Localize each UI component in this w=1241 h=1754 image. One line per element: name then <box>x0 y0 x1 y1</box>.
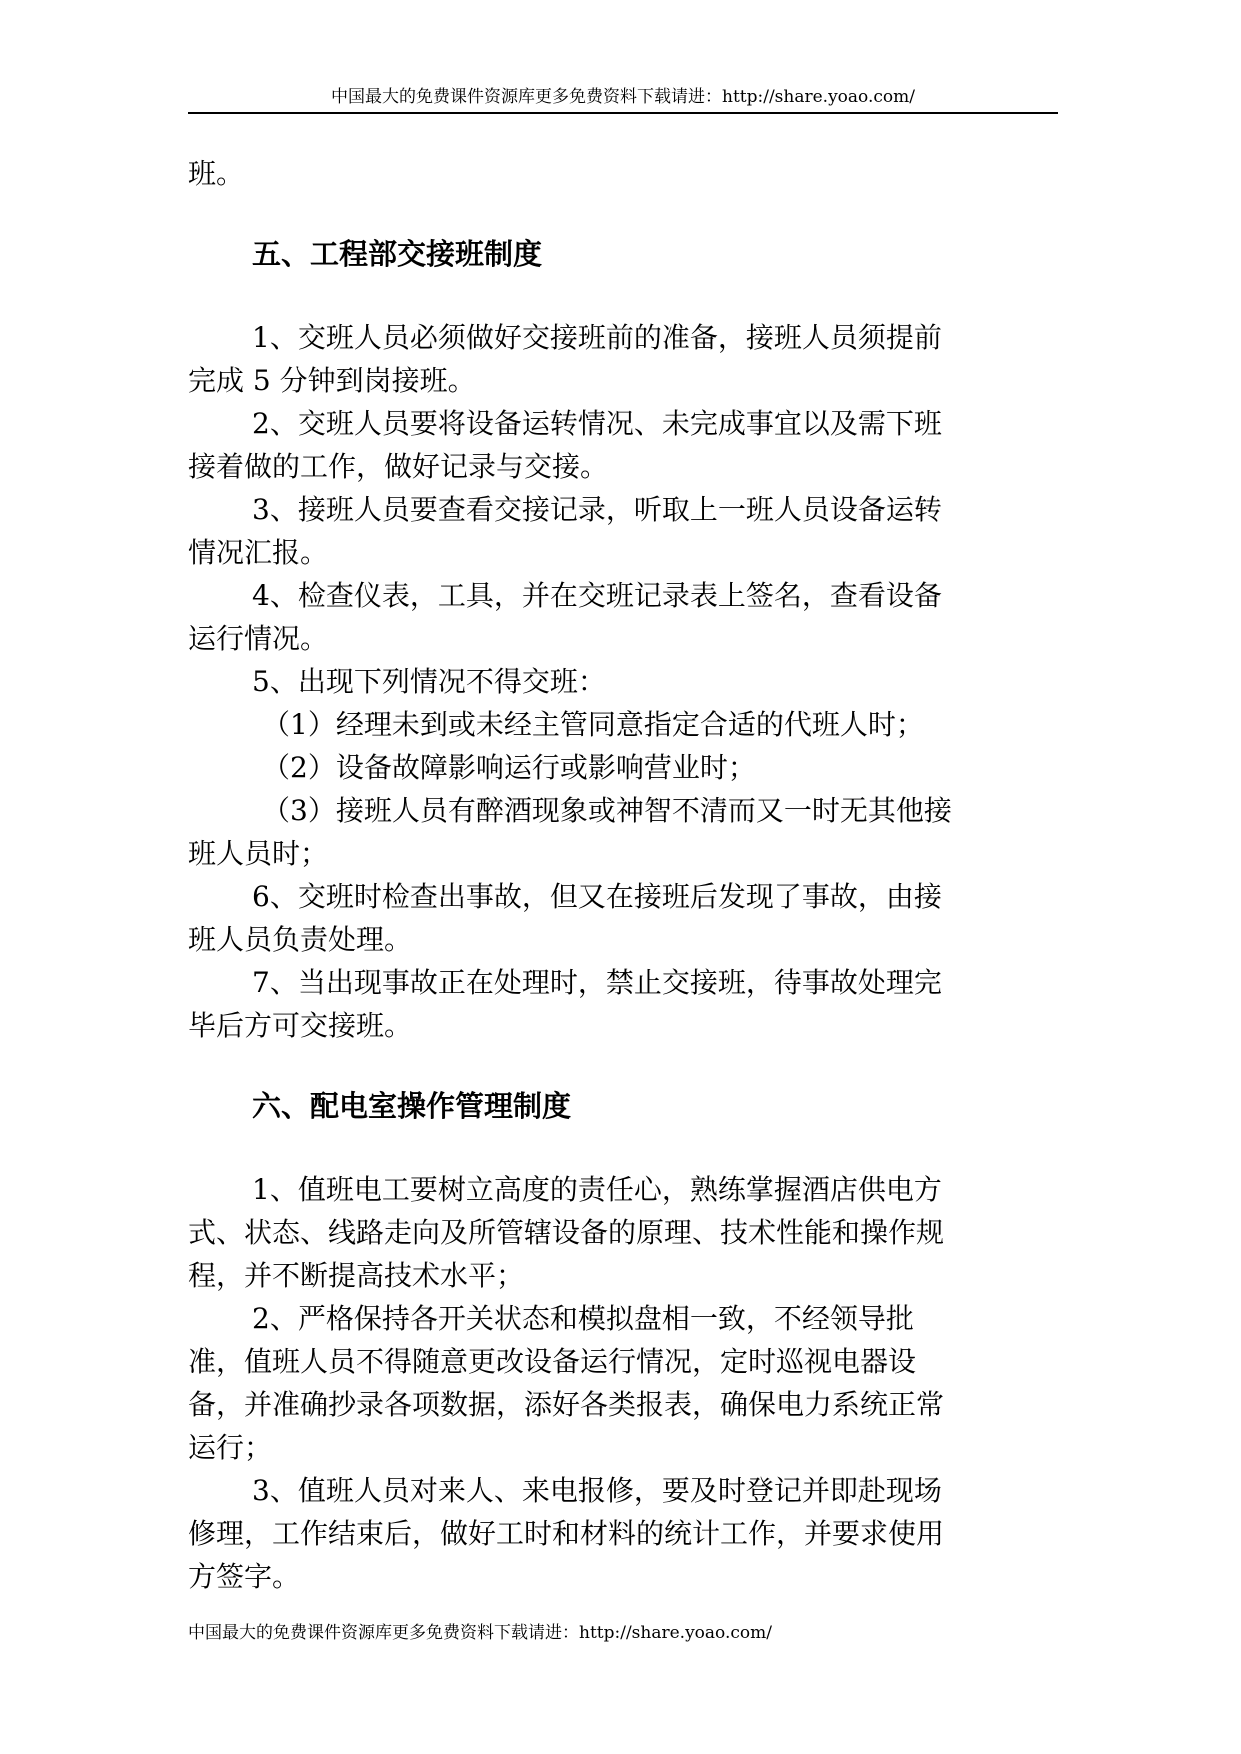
paragraph-line: 备，并准确抄录各项数据，添好各类报表，确保电力系统正常 <box>188 1388 945 1421</box>
paragraph-line: 运行情况。 <box>188 622 329 655</box>
paragraph-line: 修理，工作结束后，做好工时和材料的统计工作，并要求使用 <box>188 1517 945 1550</box>
page-header: 中国最大的免费课件资源库更多免费资料下载请进：http://share.yoao.com/ <box>331 87 915 107</box>
paragraph-line: 6、交班时检查出事故，但又在接班后发现了事故，由接 <box>252 880 942 913</box>
paragraph-line: 2、严格保持各开关状态和模拟盘相一致，不经领导批 <box>252 1302 914 1335</box>
paragraph-line: 班人员时； <box>188 837 329 870</box>
page-footer: 中国最大的免费课件资源库更多免费资料下载请进：http://share.yoao.com/ <box>188 1623 772 1643</box>
paragraph-line: 方签字。 <box>188 1560 301 1593</box>
header-divider <box>188 112 1058 114</box>
paragraph-line: 3、接班人员要查看交接记录，听取上一班人员设备运转 <box>252 493 942 526</box>
section-heading-6: 六、配电室操作管理制度 <box>252 1089 572 1123</box>
sub-item-line: （1）经理未到或未经主管同意指定合适的代班人时； <box>262 708 924 741</box>
paragraph-line: 4、检查仪表，工具，并在交班记录表上签名，查看设备 <box>252 579 942 612</box>
paragraph-line: 1、值班电工要树立高度的责任心，熟练掌握酒店供电方 <box>252 1173 942 1206</box>
paragraph-line: 1、交班人员必须做好交接班前的准备，接班人员须提前 <box>252 321 942 354</box>
paragraph-line: 接着做的工作，做好记录与交接。 <box>188 450 609 483</box>
paragraph-line: 运行； <box>188 1431 273 1464</box>
document-body <box>188 152 1088 1598</box>
paragraph-line: 2、交班人员要将设备运转情况、未完成事宜以及需下班 <box>252 407 942 440</box>
paragraph-line: 毕后方可交接班。 <box>188 1009 413 1042</box>
paragraph-line: 7、当出现事故正在处理时，禁止交接班，待事故处理完 <box>252 966 942 999</box>
paragraph-line: 班人员负责处理。 <box>188 923 413 956</box>
sub-item-line: （2）设备故障影响运行或影响营业时； <box>262 751 756 784</box>
paragraph-line: 程，并不断提高技术水平； <box>188 1259 525 1292</box>
sub-item-line: （3）接班人员有醉酒现象或神智不清而又一时无其他接 <box>262 794 952 827</box>
paragraph-line: 情况汇报。 <box>188 536 329 569</box>
paragraph-line: 完成 5 分钟到岗接班。 <box>188 364 476 397</box>
paragraph-line: 3、值班人员对来人、来电报修，要及时登记并即赴现场 <box>252 1474 942 1507</box>
paragraph-continuation: 班。 <box>188 157 245 190</box>
section-heading-5: 五、工程部交接班制度 <box>252 237 543 271</box>
paragraph-line: 准，值班人员不得随意更改设备运行情况，定时巡视电器设 <box>188 1345 917 1378</box>
paragraph-line: 式、状态、线路走向及所管辖设备的原理、技术性能和操作规 <box>188 1216 945 1249</box>
paragraph-line: 5、出现下列情况不得交班： <box>252 665 606 698</box>
